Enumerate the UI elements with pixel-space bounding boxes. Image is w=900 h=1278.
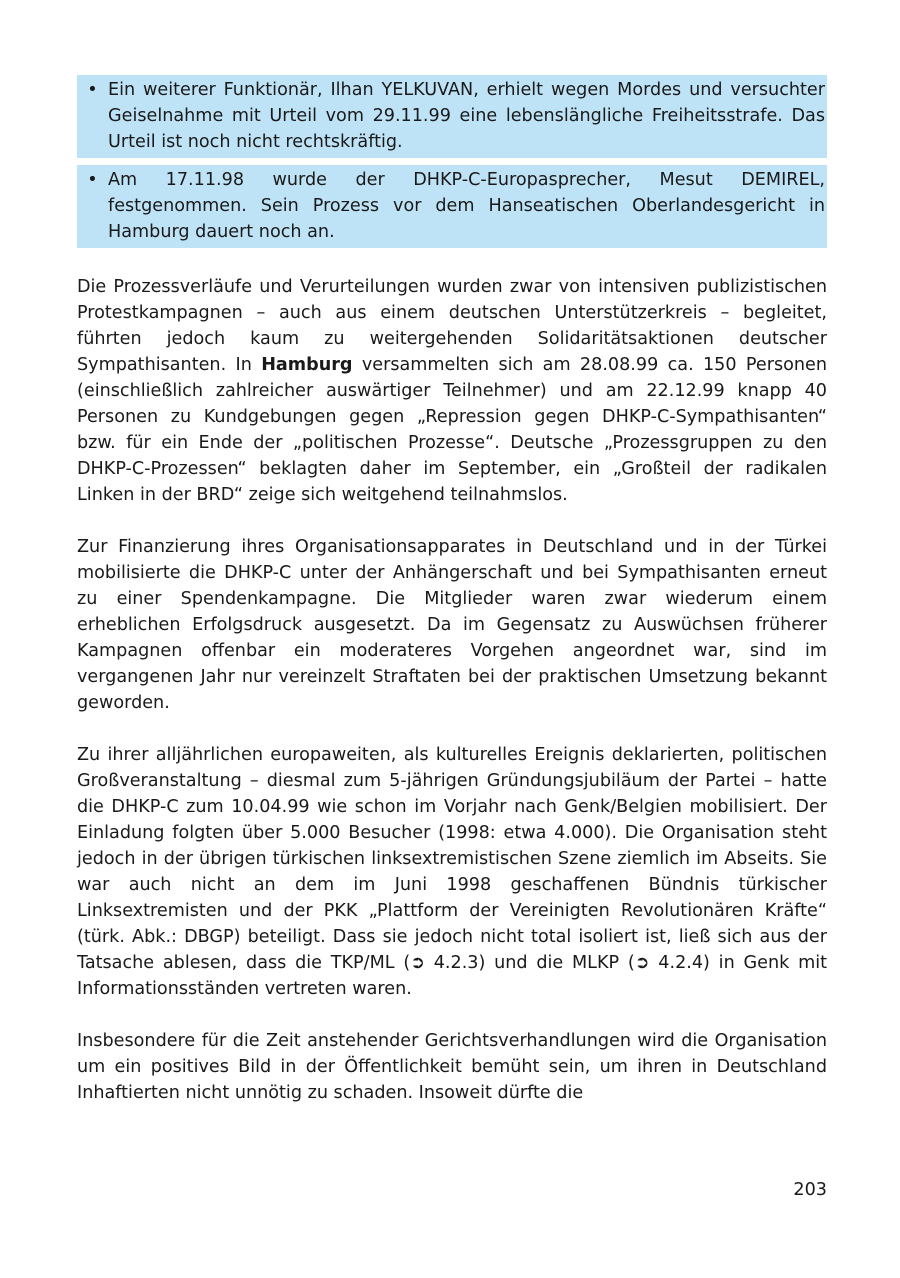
bullet-text: Am 17.11.98 wurde der DHKP-C-Europasprecher, Mesut DEMIREL, festgenommen. Sein Prozess vor dem Hanseatischen Oberlandesgericht in Hamburg dauert noch an. bbox=[108, 170, 825, 242]
bullet-marker: • bbox=[87, 170, 98, 190]
bullet-item-2 bbox=[77, 165, 827, 248]
paragraph-outlook: Insbesondere für die Zeit anstehender Gerichtsverhandlungen wird die Organisation um ein positives Bild in der Öffentlichkeit bemüht sein, um ihren in Deutschland Inhaftierten nicht unnötig zu schaden. Insoweit dürfte die bbox=[77, 1031, 827, 1103]
bullet-item-1 bbox=[77, 75, 827, 158]
bullet-text: Ein weiterer Funktionär, Ilhan YELKUVAN, erhielt wegen Mordes und versuchter Geiselnahme mit Urteil vom 29.11.99 eine lebenslängliche Freiheitsstrafe. Das Urteil ist noch nicht rechtskräftig. bbox=[108, 80, 825, 152]
paragraph-text-after: versammelten sich am 28.08.99 ca. 150 Personen (einschließlich zahlreicher auswärtiger Teilnehmer) und am 22.12.99 knapp 40 Personen zu Kundgebungen gegen „Repression gegen DHKP-C-Sympathisanten“ bzw. für ein Ende der „politischen Prozesse“. Deutsche „Prozessgruppen zu den DHKP-C-Prozessen“ beklagten daher im September, ein „Großteil der radikalen Linken in der BRD“ zeige sich weitgehend teilnahmslos. bbox=[77, 355, 828, 505]
bold-city: Hamburg bbox=[261, 355, 353, 375]
paragraph-protest bbox=[77, 274, 827, 508]
page-number: 203 bbox=[793, 1180, 827, 1200]
paragraph-event: Zu ihrer alljährlichen europaweiten, als kulturelles Ereignis deklarierten, politischen Großveranstaltung – diesmal zum 5-jährigen Gründungsjubiläum der Partei – hatte die DHKP-C zum 10.04.99 wie schon im Vorjahr nach Genk/Belgien mobilisiert. Der Einladung folgten über 5.000 Besucher (1998: etwa 4.000). Die Organisation steht jedoch in der übrigen türkischen linksextremistischen Szene ziemlich im Abseits. Sie war auch nicht an dem im Juni 1998 geschaffenen Bündnis türkischer Linksextremisten und der PKK „Plattform der Vereinigten Revolutionären Kräfte“ (türk. Abk.: DBGP) beteiligt. Dass sie jedoch nicht total isoliert ist, ließ sich aus der Tatsache ablesen, dass die TKP/ML (➲ 4.2.3) und die MLKP (➲ 4.2.4) in Genk mit Informationsständen vertreten waren. bbox=[77, 745, 827, 999]
paragraph-text-before: Die Prozessverläufe und Verurteilungen wurden zwar von intensiven publizistischen Protestkampagnen – auch aus einem deutschen Unterstützerkreis – begleitet, führten jedoch kaum zu weitergehenden Solidaritätsaktionen deutscher Sympathisanten. In bbox=[77, 277, 827, 375]
bullet-marker: • bbox=[87, 80, 98, 100]
paragraph-financing: Zur Finanzierung ihres Organisationsapparates in Deutschland und in der Türkei mobilisierte die DHKP-C unter der Anhängerschaft und bei Sympathisanten erneut zu einer Spendenkampagne. Die Mitglieder waren zwar wiederum einem erheblichen Erfolgsdruck ausgesetzt. Da im Gegensatz zu Auswüchsen früherer Kampagnen offenbar ein moderateres Vorgehen angeordnet war, sind im vergangenen Jahr nur vereinzelt Straftaten bei der praktischen Umsetzung bekannt geworden. bbox=[77, 537, 827, 713]
page-content bbox=[77, 75, 827, 1106]
